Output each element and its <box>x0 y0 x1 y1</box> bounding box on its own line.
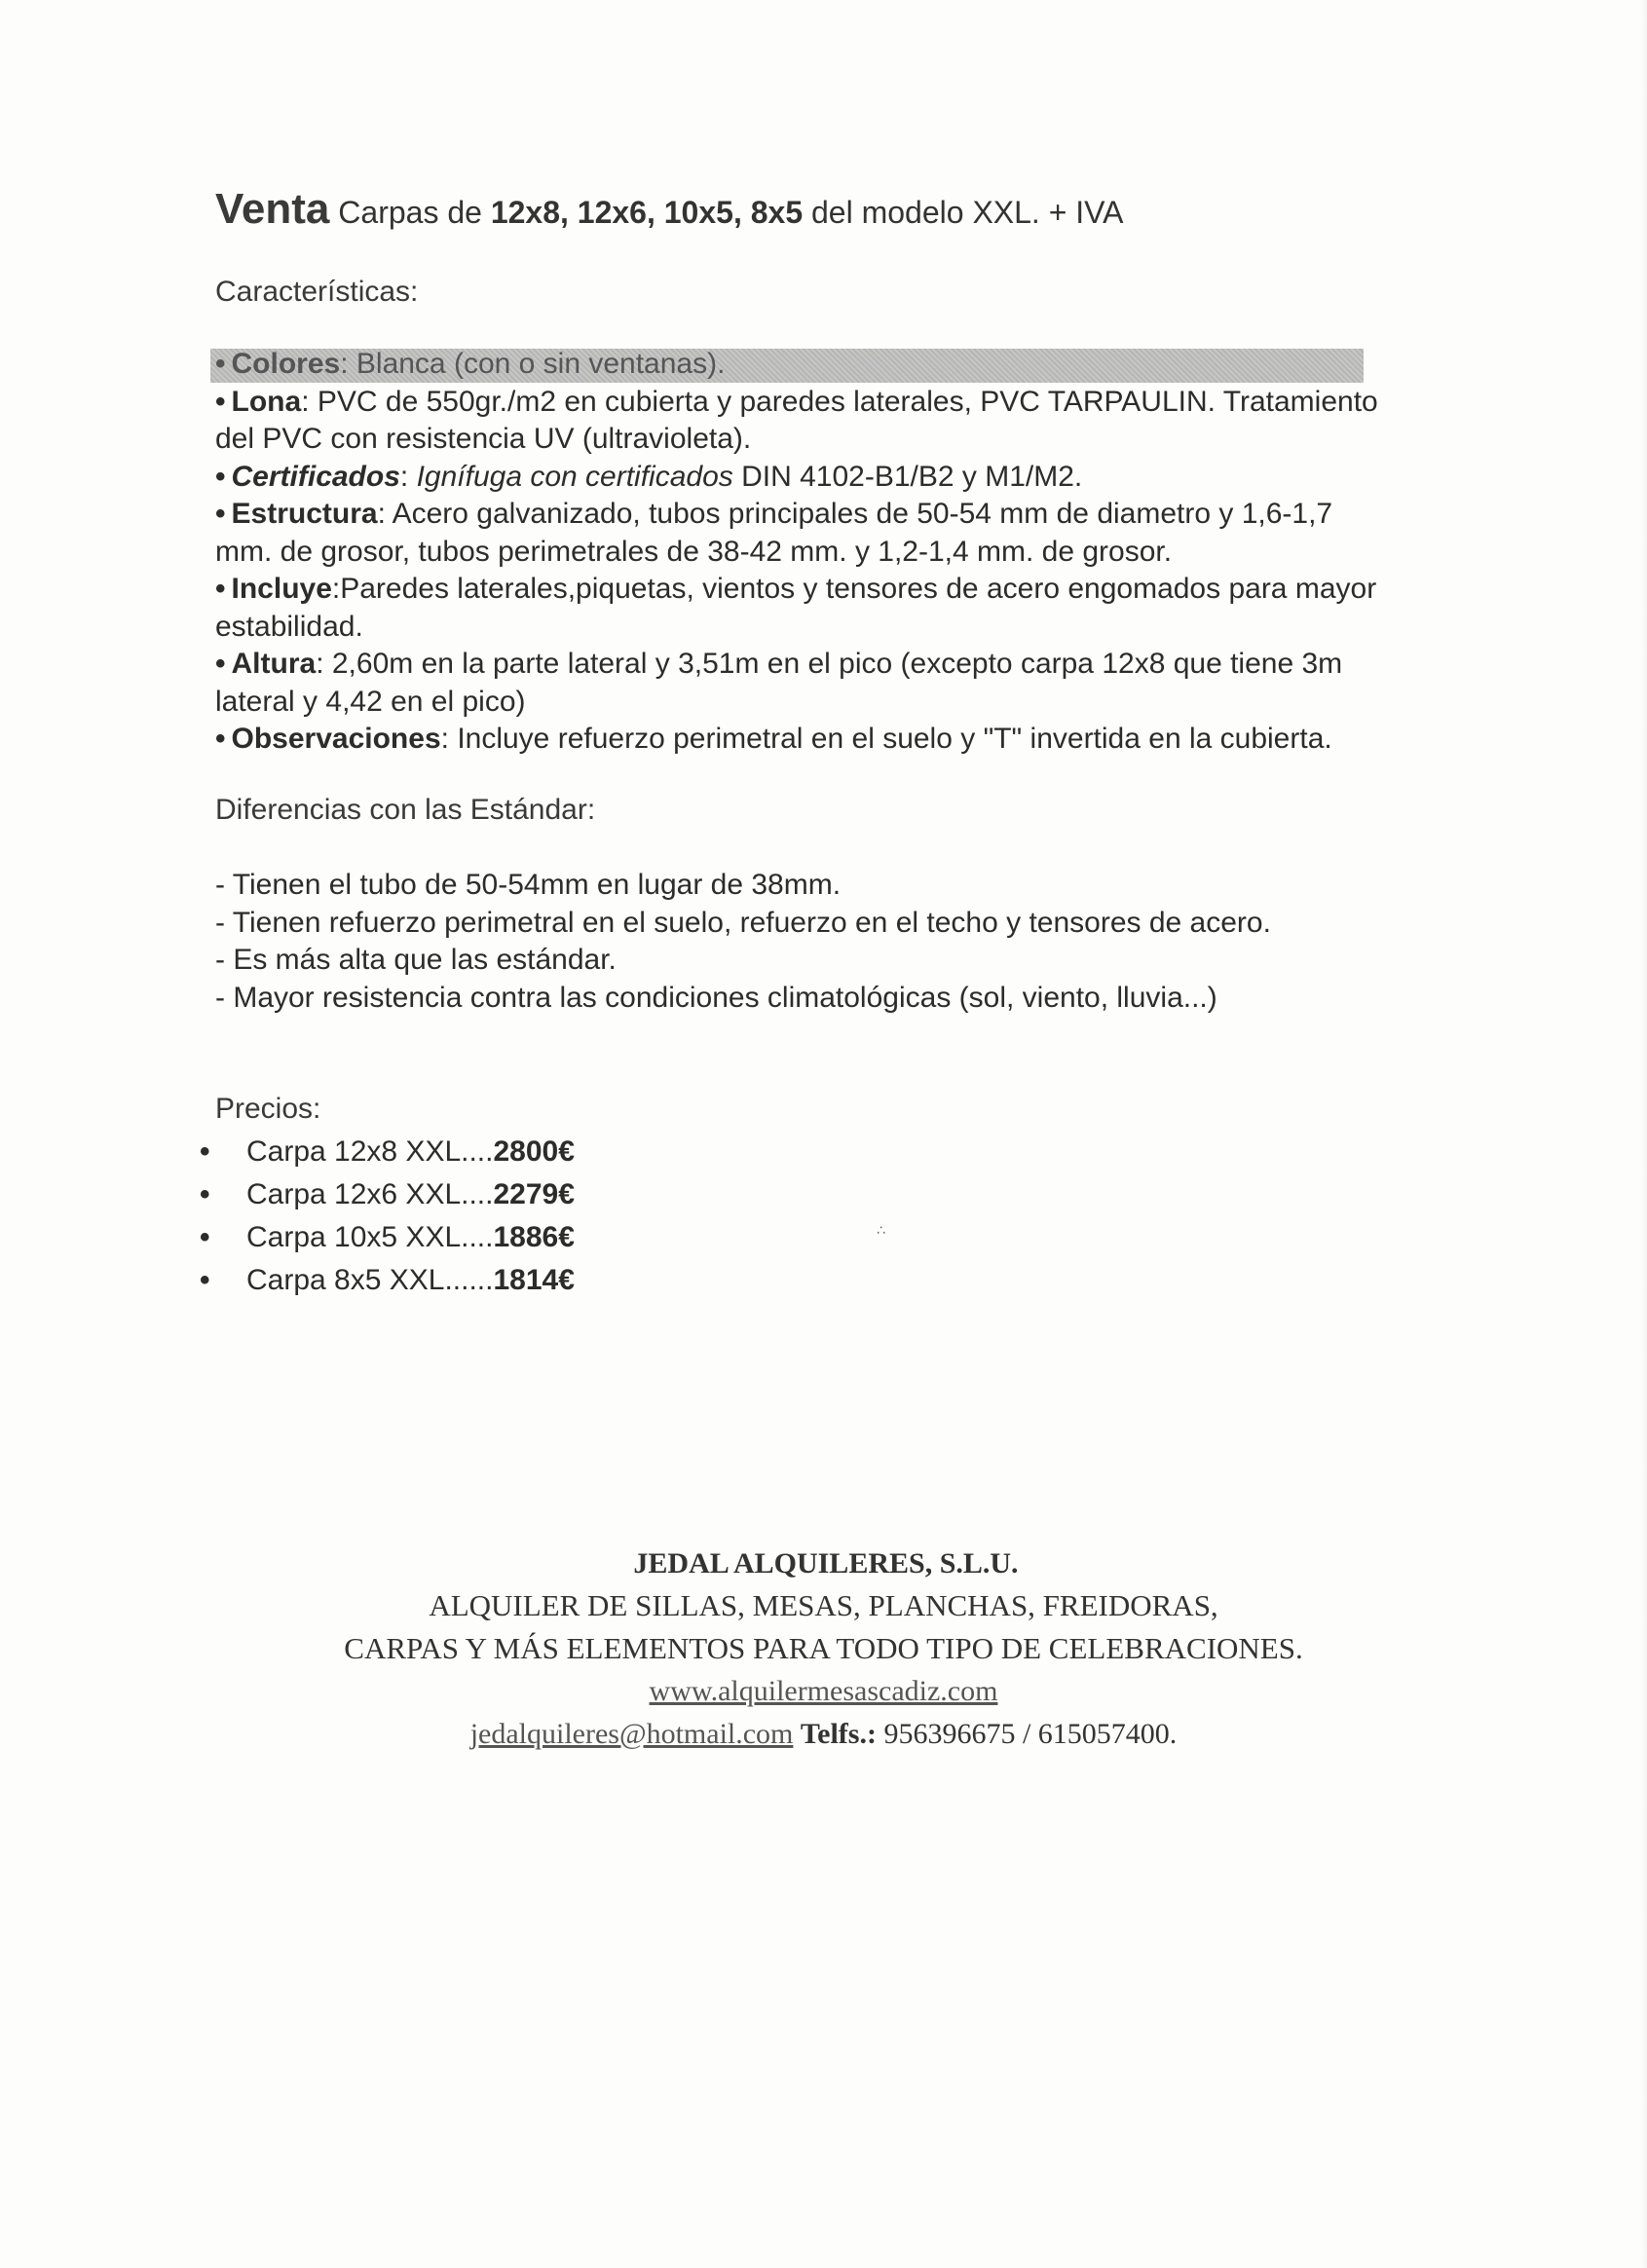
bullet-icon: • <box>215 385 226 418</box>
feature-sep: : <box>301 385 318 418</box>
feature-label: Estructura <box>231 498 378 530</box>
feature-sep: : <box>316 648 332 680</box>
feature-text: Blanca (con o sin ventanas). <box>356 348 726 380</box>
title-part1: Carpas de <box>329 195 491 230</box>
feature-label: Altura <box>231 648 317 680</box>
title-part2: del modelo XXL. + IVA <box>803 195 1124 230</box>
precio-value: 1814€ <box>493 1264 575 1296</box>
feature-text: Paredes laterales,piquetas, vientos y tensores de acero engomados para mayor estabilidad. <box>215 573 1377 643</box>
company-services-line1: ALQUILER DE SILLAS, MESAS, PLANCHAS, FREIDORAS, <box>429 1588 1218 1622</box>
precio-label: Carpa 12x6 XXL.... <box>246 1178 494 1210</box>
precio-label: Carpa 12x8 XXL.... <box>246 1135 494 1168</box>
features-list <box>215 346 1384 759</box>
bullet-icon: • <box>215 648 226 680</box>
precio-item <box>200 1216 575 1259</box>
diferencia-item: - Tienen refuerzo perimetral en el suelo, refuerzo en el techo y tensores de acero. <box>215 906 1271 939</box>
feature-label: Incluye <box>231 573 332 605</box>
precio-item <box>200 1259 575 1302</box>
feature-sep: : <box>440 723 458 755</box>
precio-label: Carpa 8x5 XXL...... <box>246 1264 494 1296</box>
bullet-icon: • <box>200 1135 210 1168</box>
feature-text: PVC de 550gr./m2 en cubierta y paredes laterales, PVC TARPAULIN. Tratamiento del PVC con resistencia UV (ultravioleta). <box>215 385 1378 455</box>
feature-text: DIN 4102-B1/B2 y M1/M2. <box>732 460 1083 493</box>
feature-sep: : <box>340 348 356 380</box>
precio-value: 2800€ <box>493 1135 575 1168</box>
feature-sep: : <box>399 460 417 493</box>
feature-text: 2,60m en la parte lateral y 3,51m en el pico (excepto carpa 12x8 que tiene 3m lateral y 4,42 en el pico) <box>215 648 1343 718</box>
bullet-icon: • <box>200 1178 210 1210</box>
precio-label: Carpa 10x5 XXL.... <box>246 1221 494 1253</box>
company-services-line2: CARPAS Y MÁS ELEMENTOS PARA TODO TIPO DE CELEBRACIONES. <box>344 1631 1303 1665</box>
diferencias-heading: Diferencias con las Estándar: <box>215 794 596 826</box>
page-title <box>215 185 1123 234</box>
bullet-icon: • <box>200 1221 210 1253</box>
company-name: JEDAL ALQUILERES, S.L.U. <box>633 1547 1019 1580</box>
feature-item-altura <box>215 646 1384 721</box>
bullet-icon: • <box>215 498 226 530</box>
precios-heading: Precios: <box>215 1093 321 1125</box>
precios-list <box>200 1131 575 1302</box>
scan-speck: ∴ <box>877 1222 885 1238</box>
feature-label: Observaciones <box>231 723 441 755</box>
company-contact-line <box>0 1713 1647 1756</box>
feature-text: Incluye refuerzo perimetral en el suelo y "T" invertida en la cubierta. <box>457 723 1332 755</box>
feature-item-estructura <box>215 496 1384 571</box>
title-sizes: 12x8, 12x6, 10x5, 8x5 <box>490 195 804 230</box>
feature-sep: : <box>331 573 341 605</box>
scan-edge-shadow <box>1641 0 1647 2268</box>
company-website-link[interactable]: www.alquilermesascadiz.com <box>649 1675 998 1707</box>
bullet-icon: • <box>215 348 226 380</box>
bullet-icon: • <box>215 573 226 605</box>
diferencia-item: - Mayor resistencia contra las condiciones climatológicas (sol, viento, lluvia...) <box>215 981 1217 1014</box>
phones-label: Telfs.: <box>800 1718 877 1750</box>
feature-item-observaciones <box>215 721 1384 759</box>
precio-value: 1886€ <box>493 1221 575 1253</box>
diferencias-list <box>215 867 1384 1017</box>
title-venta: Venta <box>215 185 330 233</box>
diferencia-item: - Tienen el tubo de 50-54mm en lugar de 38mm. <box>215 869 842 901</box>
feature-item-certificados <box>215 459 1384 497</box>
precio-item <box>200 1131 575 1173</box>
precio-item <box>200 1173 575 1216</box>
company-footer <box>0 1543 1647 1756</box>
feature-text-italic: Ignífuga con certificados <box>416 460 733 493</box>
company-email-link[interactable]: jedalquileres@hotmail.com <box>469 1718 794 1750</box>
bullet-icon: • <box>215 460 226 493</box>
feature-label: Colores <box>231 348 341 380</box>
phones-value: 956396675 / 615057400. <box>876 1718 1178 1750</box>
feature-item-lona <box>215 384 1384 459</box>
diferencia-item: - Es más alta que las estándar. <box>215 944 617 976</box>
caracteristicas-heading: Características: <box>215 276 419 308</box>
feature-label: Certificados <box>231 460 400 493</box>
feature-item-incluye <box>215 571 1384 646</box>
bullet-icon: • <box>200 1264 210 1296</box>
precio-value: 2279€ <box>493 1178 575 1210</box>
feature-item-colores <box>215 346 1384 384</box>
bullet-icon: • <box>215 723 226 755</box>
feature-text: Acero galvanizado, tubos principales de 50-54 mm de diametro y 1,6-1,7 mm. de grosor, tubos perimetrales de 38-42 mm. y 1,2-1,4 mm. de grosor. <box>215 498 1333 568</box>
feature-label: Lona <box>231 385 302 418</box>
feature-sep: : <box>377 498 393 530</box>
